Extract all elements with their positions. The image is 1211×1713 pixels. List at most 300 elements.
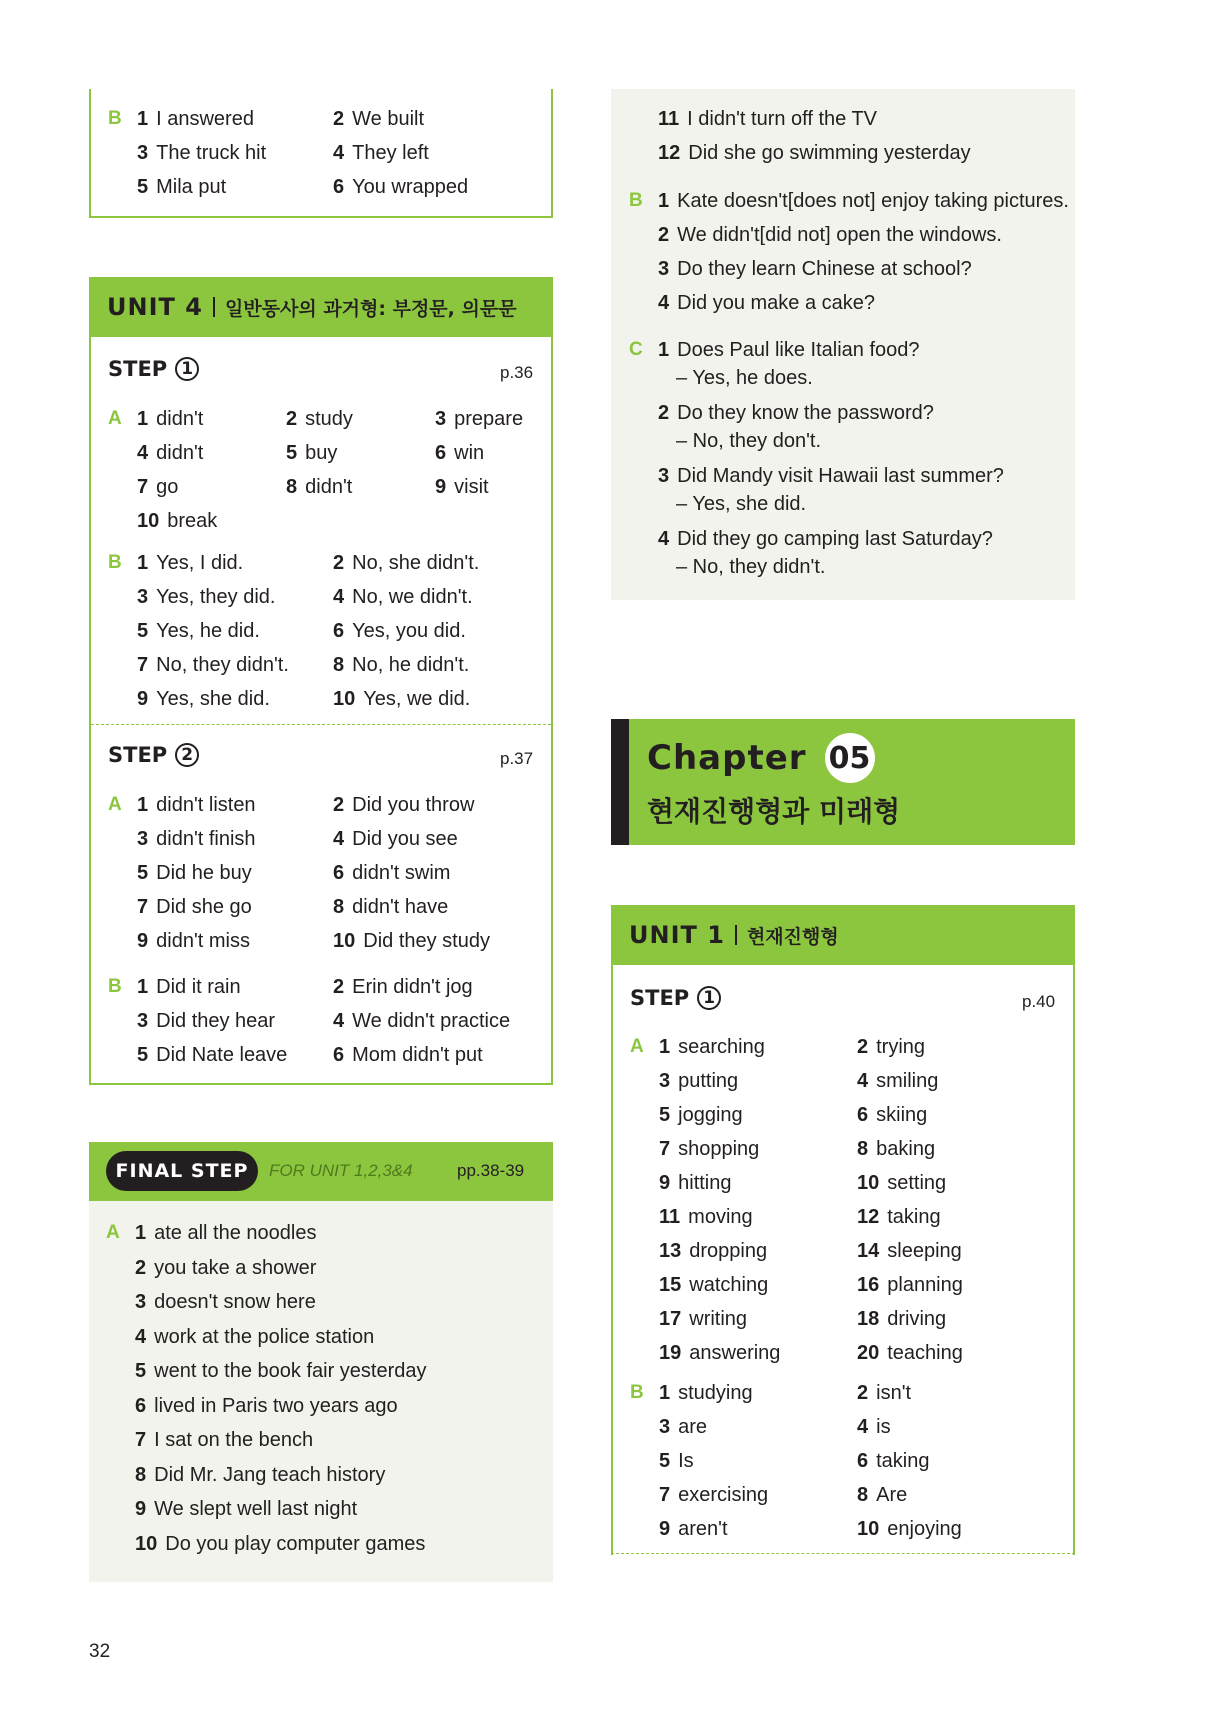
answer-text: didn't miss [156, 930, 250, 952]
answer-number: 10 [135, 1532, 158, 1555]
answer-number: 1 [658, 339, 670, 361]
answer-item [135, 1497, 357, 1521]
answer-item [137, 929, 250, 953]
answer-text: isn't [876, 1382, 912, 1404]
answer-item [137, 827, 256, 851]
answer-text: prepare [454, 408, 524, 430]
answer-number: 2 [333, 108, 345, 130]
answer-response: – Yes, he does. [676, 367, 813, 389]
answer-number: 3 [659, 1070, 671, 1092]
section-letter-b: B [630, 1382, 644, 1403]
dashed-divider [91, 724, 551, 725]
answer-number: 6 [333, 862, 345, 884]
answer-number: 20 [857, 1342, 880, 1364]
answer-item [137, 107, 254, 131]
answer-text: moving [688, 1206, 753, 1228]
answer-text: searching [678, 1036, 765, 1058]
answer-number: 9 [659, 1172, 671, 1194]
unit-title: UNIT 4 [107, 293, 203, 321]
answer-item [857, 1415, 891, 1439]
section-letter-b: B [108, 552, 122, 573]
answer-response: – Yes, she did. [676, 493, 807, 515]
answer-text: lived in Paris two years ago [154, 1394, 398, 1417]
answer-number: 5 [135, 1360, 147, 1382]
answer-text: I didn't turn off the TV [687, 108, 878, 130]
chapter-title: 현재진행형과 미래형 [647, 795, 901, 828]
answer-text: enjoying [887, 1518, 962, 1540]
answer-item [137, 141, 266, 165]
answer-number: 3 [658, 465, 670, 487]
answer-item [135, 1256, 316, 1280]
answer-item [658, 338, 920, 362]
answer-item [333, 551, 479, 575]
answer-number: 6 [333, 176, 345, 198]
answer-response: – No, they didn't. [676, 556, 826, 578]
page-number: 32 [89, 1641, 111, 1662]
answer-text: visit [454, 476, 489, 498]
answer-text: doesn't snow here [154, 1291, 316, 1313]
answer-text: Mila put [156, 176, 227, 198]
answer-number: 1 [137, 794, 149, 816]
step1-label [630, 984, 721, 1012]
answer-number: 10 [333, 688, 356, 710]
answer-number: 6 [333, 620, 345, 642]
answer-number: 3 [137, 142, 149, 164]
answer-item [137, 475, 178, 499]
answer-text: Is [678, 1450, 694, 1472]
answer-text: didn't have [352, 896, 449, 918]
answer-number: 1 [137, 108, 149, 130]
answer-number: 7 [137, 476, 149, 498]
answer-number: 5 [137, 176, 149, 198]
answer-item [286, 441, 337, 465]
page-ref: p.36 [500, 363, 534, 382]
answer-text: We slept well last night [154, 1498, 358, 1520]
answer-text: didn't [156, 442, 204, 464]
answer-number: 2 [286, 408, 298, 430]
answer-text: writing [689, 1308, 748, 1330]
answer-number: 8 [135, 1463, 147, 1486]
chapter-bar [611, 719, 629, 845]
answer-number: 14 [857, 1240, 880, 1262]
answer-number: 2 [333, 976, 345, 998]
answer-text: exercising [678, 1484, 769, 1506]
answer-number: 10 [333, 930, 356, 952]
final-step-label: FINAL STEP [115, 1160, 249, 1182]
answer-text: Did they go camping last Saturday? [677, 528, 993, 550]
answer-item [137, 441, 203, 465]
answer-item [135, 1290, 316, 1314]
answer-text: We built [352, 108, 425, 130]
answer-number: 8 [333, 654, 345, 676]
answer-text: teaching [887, 1342, 963, 1364]
unit4-box [89, 277, 553, 1085]
answer-number: 5 [659, 1104, 671, 1126]
answer-number: 16 [857, 1274, 880, 1296]
answer-item [659, 1273, 768, 1297]
answer-number: 4 [333, 1010, 345, 1032]
answer-item [333, 861, 450, 885]
answer-item [659, 1449, 694, 1473]
answer-item [137, 1043, 287, 1067]
answer-text: didn't [305, 476, 353, 498]
answer-text: break [167, 510, 218, 532]
answer-item [658, 141, 971, 165]
step-word: STEP [630, 986, 690, 1010]
answer-item [659, 1381, 753, 1405]
answer-text: shopping [678, 1138, 760, 1160]
answer-item [137, 687, 270, 711]
chapter-number: 05 [825, 733, 875, 783]
answers-continued-panel [611, 89, 1075, 600]
answer-number: 8 [857, 1138, 869, 1160]
answer-text: Did Mr. Jang teach history [154, 1463, 386, 1486]
answer-number: 5 [286, 442, 298, 464]
answer-item [857, 1137, 935, 1161]
answer-text: buy [305, 442, 338, 464]
answer-item [333, 585, 473, 609]
answer-number: 9 [435, 476, 447, 498]
answer-text: go [156, 476, 179, 498]
answer-number: 18 [857, 1308, 880, 1330]
unit-separator [213, 297, 215, 317]
answer-number: 5 [137, 862, 149, 884]
answer-text: study [305, 408, 353, 430]
step-number: 2 [175, 743, 199, 767]
unit-subtitle: 현재진행형 [746, 925, 839, 948]
answer-number: 2 [857, 1382, 869, 1404]
answer-number: 13 [659, 1240, 682, 1262]
answer-text: didn't swim [352, 862, 451, 884]
answer-number: 6 [857, 1104, 869, 1126]
answer-number: 4 [857, 1416, 869, 1438]
answer-number: 10 [857, 1172, 880, 1194]
section-letter-b: B [108, 108, 122, 129]
answer-number: 4 [857, 1070, 869, 1092]
answer-number: 6 [857, 1450, 869, 1472]
answer-item [658, 527, 993, 551]
answer-number: 7 [135, 1429, 147, 1451]
step-number: 1 [175, 357, 199, 381]
answer-item [137, 407, 203, 431]
answer-number: 3 [135, 1291, 147, 1313]
answer-number: 1 [137, 976, 149, 998]
answer-item [137, 585, 275, 609]
answer-number: 3 [137, 828, 149, 850]
answer-text: Are [876, 1484, 908, 1506]
answer-number: 9 [137, 930, 149, 952]
answer-item [135, 1428, 313, 1452]
answer-text: trying [876, 1036, 926, 1058]
final-step-pill [106, 1151, 258, 1191]
answer-item [857, 1205, 941, 1229]
final-step-header [89, 1142, 553, 1201]
answer-number: 19 [659, 1342, 682, 1364]
answer-item [658, 223, 1002, 247]
answer-number: 9 [135, 1498, 147, 1520]
answer-text: are [678, 1416, 708, 1438]
answer-text: Erin didn't jog [352, 976, 473, 998]
answer-item [135, 1325, 374, 1349]
answer-number: 2 [658, 402, 670, 424]
answer-item [857, 1103, 927, 1127]
answer-item [857, 1171, 946, 1195]
answer-item [333, 687, 470, 711]
section-letter-a: A [106, 1222, 120, 1243]
answer-item [333, 929, 490, 953]
answer-number: 8 [286, 476, 298, 498]
answer-text: win [454, 442, 485, 464]
answer-number: 1 [659, 1382, 671, 1404]
answer-number: 4 [658, 292, 670, 314]
section-letter-a: A [108, 794, 122, 815]
answer-item [659, 1069, 738, 1093]
step1-label [108, 355, 199, 383]
answer-response: – No, they don't. [676, 430, 822, 452]
answer-item [659, 1205, 753, 1229]
answer-item [435, 475, 489, 499]
answer-item [435, 407, 523, 431]
answer-text: jogging [678, 1104, 743, 1126]
answer-number: 1 [659, 1036, 671, 1058]
answer-number: 15 [659, 1274, 682, 1296]
answer-item [857, 1381, 911, 1405]
section-letter-b: B [108, 976, 122, 997]
answer-number: 4 [333, 586, 345, 608]
answer-text: sleeping [887, 1240, 962, 1262]
answer-number: 4 [137, 442, 149, 464]
answer-item [857, 1341, 963, 1365]
answer-text: Did they hear [156, 1010, 276, 1032]
chapter-heading [647, 733, 875, 783]
answer-item [333, 793, 474, 817]
step-word: STEP [108, 357, 168, 381]
answer-text: didn't listen [156, 794, 256, 816]
answer-text: The truck hit [156, 142, 267, 164]
answer-number: 4 [135, 1325, 147, 1348]
answer-item [137, 1009, 275, 1033]
answer-item [857, 1517, 962, 1541]
answer-text: planning [887, 1274, 963, 1296]
answer-number: 1 [658, 190, 670, 212]
answer-item [333, 1009, 510, 1033]
answer-text: They left [352, 142, 429, 164]
answer-text: We didn't[did not] open the windows. [677, 224, 1002, 246]
answer-text: taking [887, 1206, 941, 1228]
answer-number: 7 [659, 1484, 671, 1506]
answer-text: Did it rain [156, 976, 241, 998]
step-word: STEP [108, 743, 168, 767]
answer-text: Did you throw [352, 794, 475, 816]
answer-text: Did they study [363, 930, 490, 952]
answer-item [658, 107, 877, 131]
answer-item [659, 1171, 732, 1195]
answer-number: 2 [135, 1256, 147, 1279]
answer-text: driving [887, 1308, 947, 1330]
answer-text: Does Paul like Italian food? [677, 339, 920, 361]
dashed-box-bottom [611, 1553, 1075, 1554]
step-number: 1 [697, 986, 721, 1010]
section-letter-b: B [629, 190, 643, 211]
answer-item [658, 257, 972, 281]
answer-number: 3 [137, 586, 149, 608]
answer-number: 3 [659, 1416, 671, 1438]
unit4-header [89, 277, 553, 337]
answer-number: 9 [137, 688, 149, 710]
answer-text: Yes, she did. [156, 688, 270, 710]
answer-text: didn't finish [156, 828, 256, 850]
answer-item [659, 1341, 780, 1365]
answer-number: 1 [135, 1222, 147, 1244]
answer-item [137, 619, 260, 643]
answer-text: ate all the noodles [154, 1222, 317, 1244]
answer-number: 11 [659, 1206, 681, 1228]
answer-number: 8 [857, 1484, 869, 1506]
answer-number: 7 [659, 1138, 671, 1160]
answer-item [135, 1394, 398, 1418]
answer-text: aren't [678, 1518, 728, 1540]
unit3-continued-box [89, 89, 553, 218]
final-step-units: FOR UNIT 1,2,3&4 [269, 1161, 413, 1180]
answer-item [333, 653, 469, 677]
answer-text: putting [678, 1070, 739, 1092]
answer-item [286, 407, 353, 431]
unit-separator [735, 925, 737, 945]
answer-text: Did she go swimming yesterday [688, 142, 971, 164]
answer-number: 3 [435, 408, 447, 430]
answer-item [857, 1273, 963, 1297]
answer-text: work at the police station [154, 1325, 375, 1348]
answer-text: taking [876, 1450, 930, 1472]
answer-item [659, 1035, 765, 1059]
answer-number: 2 [333, 794, 345, 816]
answer-text: Did Mandy visit Hawaii last summer? [677, 465, 1004, 487]
answer-item [857, 1239, 962, 1263]
answer-item [137, 175, 226, 199]
answer-number: 5 [659, 1450, 671, 1472]
answer-number: 2 [333, 552, 345, 574]
answer-item [137, 793, 256, 817]
answer-item [659, 1307, 747, 1331]
answer-text: Yes, they did. [156, 586, 276, 608]
answer-text: setting [887, 1172, 947, 1194]
step2-label [108, 741, 199, 769]
answer-number: 1 [137, 552, 149, 574]
answer-number: 5 [137, 1044, 149, 1066]
answer-text: Did you see [352, 828, 458, 850]
answer-number: 10 [857, 1518, 880, 1540]
answer-item [857, 1449, 930, 1473]
section-letter-a: A [108, 408, 122, 429]
answer-item [333, 827, 458, 851]
answer-text: Yes, you did. [352, 620, 466, 642]
answer-item [135, 1221, 316, 1245]
answer-number: 3 [658, 258, 670, 280]
answer-item [333, 1043, 483, 1067]
answer-number: 12 [658, 142, 681, 164]
answer-text: Kate doesn't[does not] enjoy taking pictures. [677, 190, 1069, 212]
section-letter-c: C [629, 339, 643, 360]
unit-subtitle: 일반동사의 과거형: 부정문, 의문문 [224, 297, 517, 320]
answer-text: Do they know the password? [677, 402, 934, 424]
answer-number: 12 [857, 1206, 880, 1228]
chapter-banner [611, 719, 1075, 845]
answer-number: 11 [658, 108, 680, 130]
answer-text: skiing [876, 1104, 928, 1126]
answer-item [333, 895, 448, 919]
answer-item [857, 1035, 925, 1059]
answer-text: Did you make a cake? [677, 292, 876, 314]
answer-item [137, 861, 252, 885]
answer-item [659, 1239, 767, 1263]
answer-number: 4 [333, 142, 345, 164]
section-letter-a: A [630, 1036, 644, 1057]
ch5-unit1-box [611, 905, 1075, 1555]
answer-text: Did Nate leave [156, 1044, 288, 1066]
answer-item [658, 401, 934, 425]
answer-item [659, 1483, 768, 1507]
page-ref: p.40 [1022, 992, 1056, 1011]
answer-number: 7 [137, 654, 149, 676]
answer-item [658, 291, 875, 315]
answer-number: 3 [137, 1010, 149, 1032]
answer-text: No, they didn't. [156, 654, 289, 676]
answer-text: studying [678, 1382, 753, 1404]
answer-item [857, 1483, 907, 1507]
answer-text: went to the book fair yesterday [154, 1360, 427, 1382]
answer-text: Yes, I did. [156, 552, 244, 574]
ch5-unit1-header [611, 905, 1075, 965]
final-step-pages: pp.38-39 [457, 1161, 525, 1180]
answer-item [137, 509, 217, 533]
answer-number: 9 [659, 1518, 671, 1540]
answer-item [286, 475, 352, 499]
answer-text: baking [876, 1138, 936, 1160]
answer-item [659, 1415, 707, 1439]
answer-number: 10 [137, 510, 160, 532]
answer-text: We didn't practice [352, 1010, 511, 1032]
answer-text: you take a shower [154, 1256, 317, 1279]
answer-item [658, 189, 1069, 213]
answer-number: 5 [137, 620, 149, 642]
answer-item [659, 1517, 728, 1541]
answer-text: No, she didn't. [352, 552, 480, 574]
answer-text: You wrapped [352, 176, 469, 198]
answer-item [857, 1069, 938, 1093]
answer-text: I answered [156, 108, 254, 130]
answer-number: 17 [659, 1308, 682, 1330]
answer-text: answering [689, 1342, 781, 1364]
final-step-box [89, 1142, 553, 1582]
answer-item [137, 975, 241, 999]
answer-text: No, we didn't. [352, 586, 473, 608]
answer-text: No, he didn't. [352, 654, 470, 676]
answer-text: is [876, 1416, 891, 1438]
answer-text: Mom didn't put [352, 1044, 483, 1066]
answer-item [333, 975, 473, 999]
answer-item [333, 141, 429, 165]
answer-text: smiling [876, 1070, 939, 1092]
answer-item [135, 1532, 425, 1556]
answer-item [333, 175, 468, 199]
answer-number: 6 [333, 1044, 345, 1066]
answer-text: Did he buy [156, 862, 252, 884]
answer-text: dropping [689, 1240, 768, 1262]
answer-item [137, 653, 289, 677]
answer-number: 2 [658, 224, 670, 246]
answer-item [333, 619, 466, 643]
answer-number: 8 [333, 896, 345, 918]
